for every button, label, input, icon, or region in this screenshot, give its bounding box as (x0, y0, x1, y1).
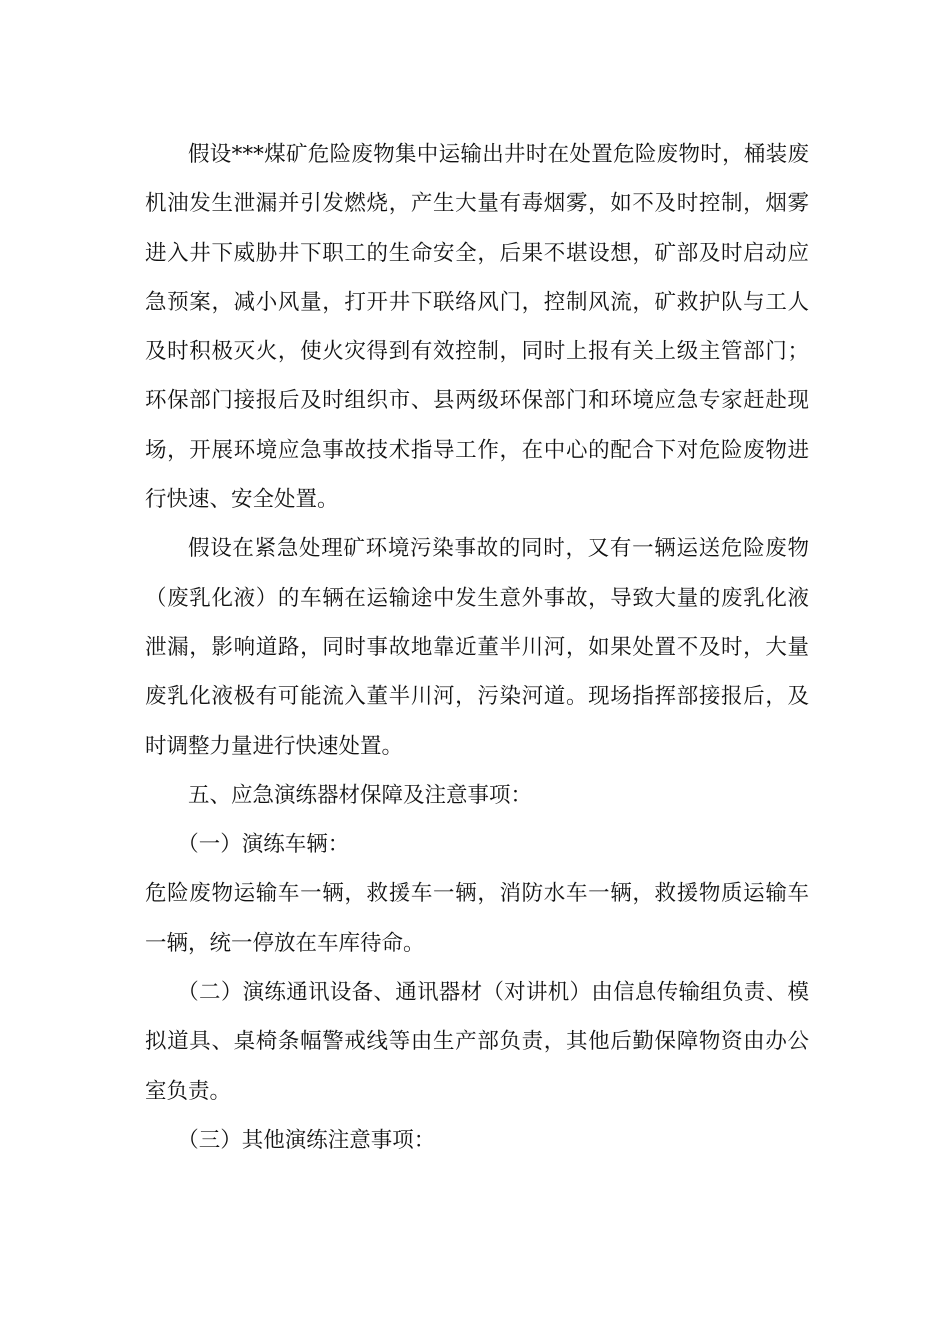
paragraph-equipment: （二）演练通讯设备、通讯器材（对讲机）由信息传输组负责、模拟道具、桌椅条幅警戒线等由生产部负责，其他后勤保障物资由办公室负责。 (145, 980, 809, 1104)
section-heading-5: 五、应急演练器材保障及注意事项： (188, 782, 533, 808)
document-body (145, 130, 809, 1165)
paragraph-scenario-2: 假设在紧急处理矿环境污染事故的同时，又有一辆运送危险废物（废乳化液）的车辆在运输途中发生意外事故，导致大量的废乳化液泄漏，影响道路，同时事故地靠近董半川河，如果处置不及时，大量废乳化液极有可能流入董半川河，污染河道。现场指挥部接报后，及时调整力量进行快速处置。 (145, 536, 809, 759)
paragraph-scenario-1: 假设***煤矿危险废物集中运输出井时在处置危险废物时，桶装废机油发生泄漏并引发燃烧，产生大量有毒烟雾，如不及时控制，烟雾进入井下威胁井下职工的生命安全，后果不堪设想，矿部及时启动应急预案，减小风量，打开井下联络风门，控制风流，矿救护队与工人及时积极灭火，使火灾得到有效控制，同时上报有关上级主管部门；环保部门接报后及时组织市、县两级环保部门和环境应急专家赶赴现场，开展环境应急事故技术指导工作，在中心的配合下对危险废物进行快速、安全处置。 (145, 142, 809, 513)
subheading-other-notes: （三）其他演练注意事项： (177, 1127, 436, 1153)
paragraph-vehicles: 危险废物运输车一辆，救援车一辆，消防水车一辆，救援物质运输车一辆，统一停放在车库待命。 (145, 881, 809, 956)
subheading-vehicles: （一）演练车辆： (177, 832, 350, 858)
